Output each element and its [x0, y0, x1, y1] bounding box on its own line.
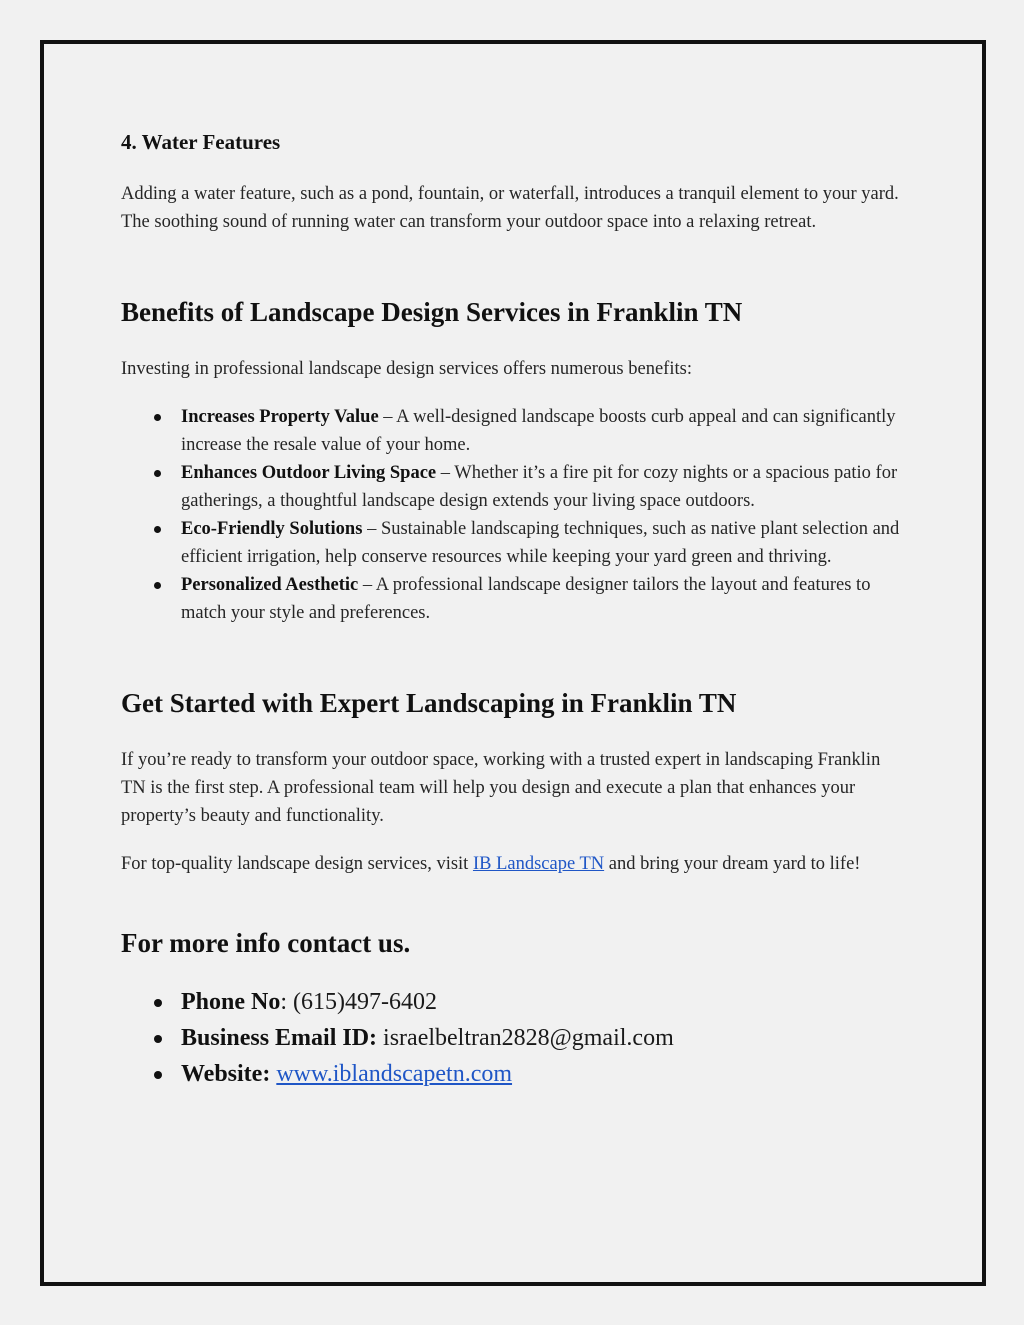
visit-text-before: For top-quality landscape design services, visit	[121, 854, 473, 874]
benefit-title: Enhances Outdoor Living Space	[181, 463, 437, 483]
benefit-text: – A professional landscape designer tailors the layout and features to match your style and preferences.	[181, 575, 871, 623]
get-started-heading: Get Started with Expert Landscaping in Franklin TN	[121, 688, 737, 718]
visit-text-after: and bring your dream yard to life!	[604, 854, 861, 874]
email-item	[121, 1020, 906, 1056]
list-item	[121, 459, 906, 515]
contact-heading: For more info contact us.	[121, 928, 411, 958]
get-started-paragraph: If you’re ready to transform your outdoor space, working with a trusted expert in landscaping Franklin TN is the first step. A professional team will help you design and execute a plan that enhances your property’s beauty and functionality.	[121, 750, 881, 826]
benefits-heading: Benefits of Landscape Design Services in Franklin TN	[121, 297, 743, 327]
benefit-title: Eco-Friendly Solutions	[181, 519, 363, 539]
website-item	[121, 1056, 906, 1092]
water-features-heading: 4. Water Features	[121, 130, 281, 154]
list-item	[121, 403, 906, 459]
website-link[interactable]: www.iblandscapetn.com	[276, 1061, 513, 1087]
website-label: Website:	[181, 1061, 271, 1087]
benefit-text: – Sustainable landscaping techniques, such as native plant selection and efficient irrigation, help conserve resources while keeping your yard green and thriving.	[181, 519, 900, 567]
email-value: israelbeltran2828@gmail.com	[377, 1025, 674, 1051]
benefits-intro: Investing in professional landscape design services offers numerous benefits:	[121, 359, 692, 379]
list-item	[121, 515, 906, 571]
email-label: Business Email ID:	[181, 1025, 378, 1051]
benefit-text: – Whether it’s a fire pit for cozy nights or a spacious patio for gatherings, a thoughtful landscape design extends your living space outdoors.	[181, 463, 898, 511]
phone-item	[121, 984, 906, 1020]
list-item	[121, 571, 906, 627]
water-features-paragraph: Adding a water feature, such as a pond, fountain, or waterfall, introduces a tranquil element to your yard. The soothing sound of running water can transform your outdoor space into a relaxing retreat.	[121, 184, 899, 232]
visit-paragraph	[121, 850, 901, 878]
benefit-title: Personalized Aesthetic	[181, 575, 359, 595]
ib-landscape-link[interactable]: IB Landscape TN	[472, 854, 605, 874]
phone-label: Phone No	[181, 989, 281, 1015]
page-frame	[40, 40, 986, 1286]
contact-list	[121, 984, 906, 1092]
benefits-list	[121, 403, 906, 627]
phone-value: : (615)497-6402	[280, 989, 437, 1015]
benefit-text: – A well-designed landscape boosts curb appeal and can significantly increase the resale value of your home.	[181, 407, 896, 455]
benefit-title: Increases Property Value	[181, 407, 379, 427]
